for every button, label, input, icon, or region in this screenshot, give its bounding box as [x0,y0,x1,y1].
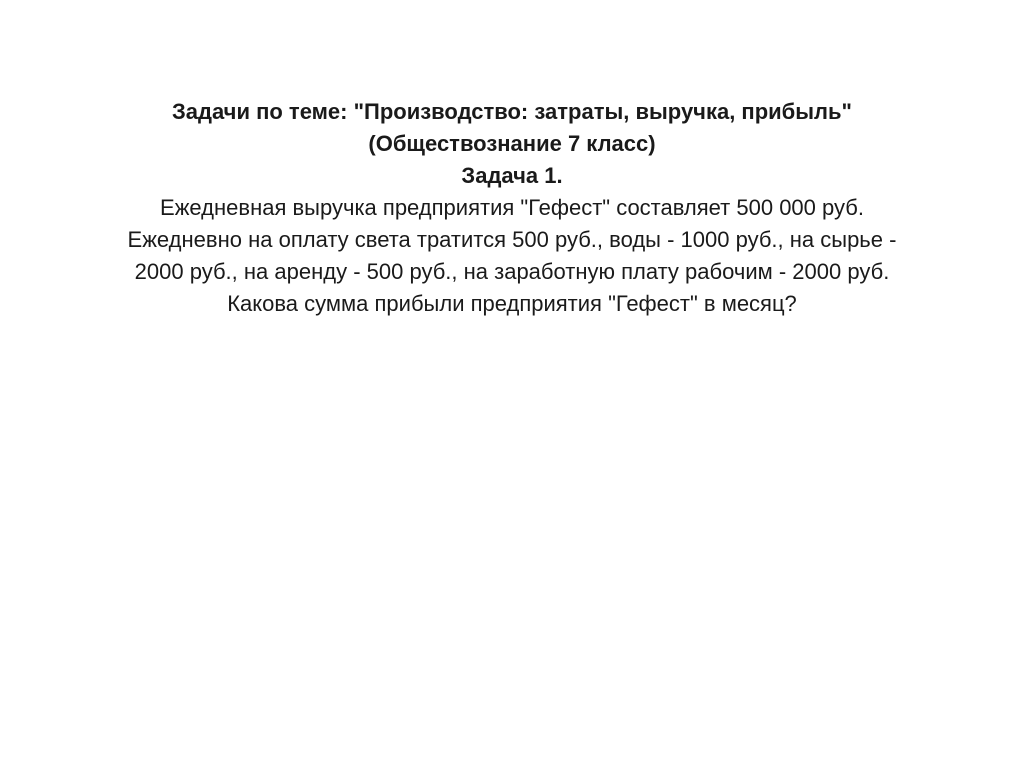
slide-subtitle: (Обществознание 7 класс) [368,131,656,156]
slide-text [40,96,984,320]
task-text-line: Ежедневная выручка предприятия "Гефест" составляет 500 000 руб. [160,195,864,220]
task-text-line: Какова сумма прибыли предприятия "Гефест" в месяц? [227,291,797,316]
task-text-line: Ежедневно на оплату света тратится 500 руб., воды - 1000 руб., на сырье - [127,227,897,252]
task-heading: Задача 1. [461,163,563,188]
slide-title: Задачи по теме: "Производство: затраты, выручка, прибыль" [172,99,852,124]
task-text-line: 2000 руб., на аренду - 500 руб., на заработную плату рабочим - 2000 руб. [134,259,890,284]
